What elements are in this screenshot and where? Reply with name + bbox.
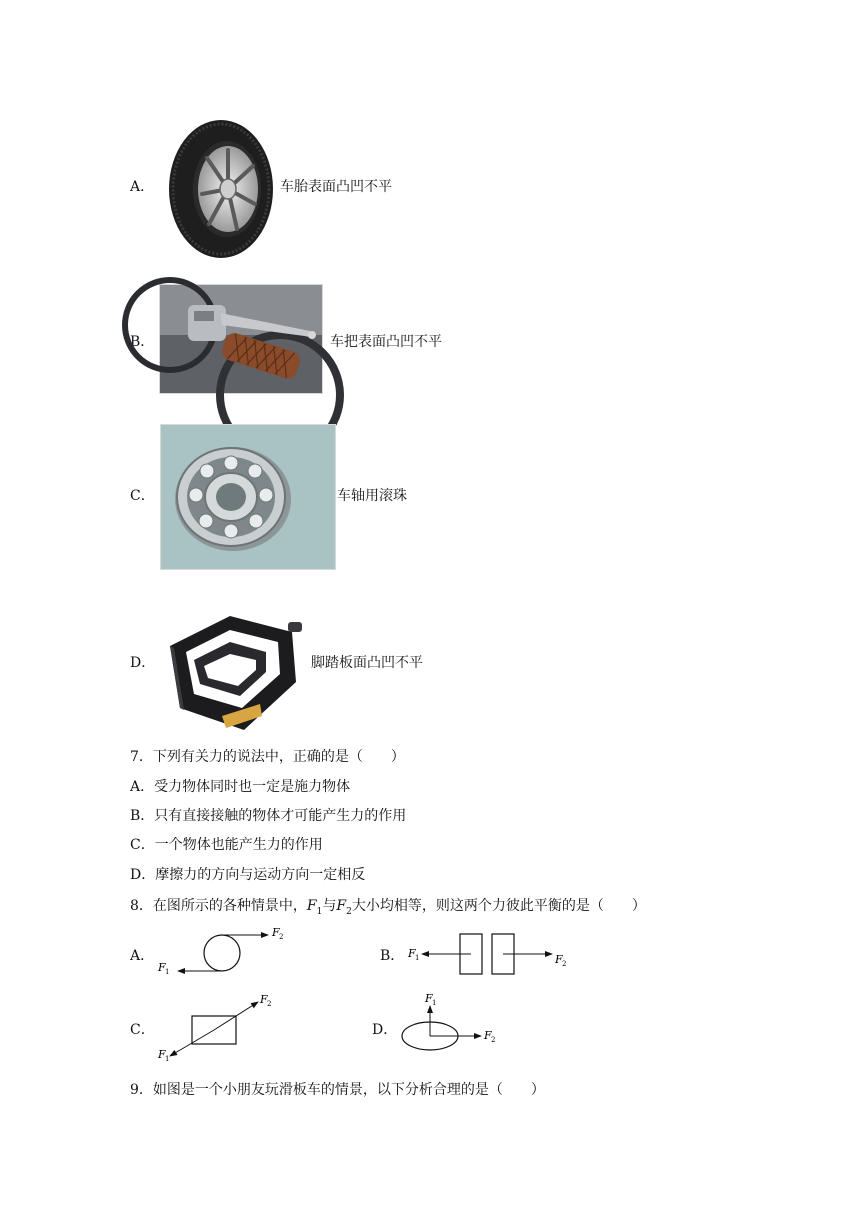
svg-text:F: F — [272, 926, 280, 939]
option-a-letter: A． — [130, 179, 155, 195]
q8-f2-sub: 2 — [346, 906, 352, 917]
svg-text:F: F — [484, 1029, 492, 1042]
svg-text:F: F — [425, 992, 433, 1005]
q8-label-b: B． — [380, 948, 405, 964]
q8-stem-suffix: 大小均相等，则这两个力彼此平衡的是（ ） — [351, 898, 646, 914]
svg-text:F: F — [260, 993, 268, 1006]
q8-f1: F — [306, 898, 317, 914]
q8-diagram-c — [150, 990, 280, 1062]
q8-label-a: A． — [130, 948, 155, 964]
option-d-caption: 脚踏板面凸凹不平 — [311, 655, 423, 671]
ball-bearing-icon — [160, 424, 336, 570]
svg-text:1: 1 — [165, 968, 170, 976]
q8-diagram-b — [402, 930, 577, 980]
q8-stem-mid: 与 — [322, 898, 337, 914]
q8-stem-prefix: 8．在图所示的各种情景中， — [130, 898, 307, 914]
q7-option-b: B．只有直接接触的物体才可能产生力的作用 — [130, 808, 407, 824]
svg-text:F: F — [158, 1048, 166, 1061]
pedal-icon — [160, 612, 306, 732]
option-b-letter: B． — [130, 334, 155, 350]
svg-text:F: F — [408, 947, 416, 960]
svg-text:2: 2 — [267, 1000, 272, 1008]
q8-f2: F — [336, 898, 347, 914]
option-d-letter: D． — [130, 655, 156, 671]
q7-option-d: D．摩擦力的方向与运动方向一定相反 — [130, 867, 366, 883]
svg-text:1: 1 — [415, 954, 420, 962]
handlebar-icon — [159, 284, 323, 394]
option-a-caption: 车胎表面凸凹不平 — [280, 179, 392, 195]
q8-diagram-d — [395, 990, 510, 1062]
tire-icon — [165, 118, 275, 260]
q7-stem: 7．下列有关力的说法中，正确的是（ ） — [130, 749, 405, 765]
svg-text:2: 2 — [562, 960, 567, 968]
q7-option-c: C．一个物体也能产生力的作用 — [130, 837, 323, 853]
q9-stem: 9．如图是一个小朋友玩滑板车的情景，以下分析合理的是（ ） — [130, 1082, 545, 1098]
svg-text:1: 1 — [432, 999, 437, 1007]
q8-label-d: D． — [372, 1022, 398, 1038]
svg-text:1: 1 — [165, 1055, 170, 1063]
q8-diagram-a — [150, 925, 284, 980]
q8-stem — [130, 897, 646, 921]
q8-f1-sub: 1 — [316, 906, 323, 917]
svg-text:2: 2 — [279, 933, 284, 941]
svg-text:F: F — [158, 961, 166, 974]
q8-label-c: C． — [130, 1022, 155, 1038]
option-b-caption: 车把表面凸凹不平 — [330, 334, 442, 350]
option-c-caption: 车轴用滚珠 — [337, 488, 407, 504]
option-c-letter: C． — [130, 488, 155, 504]
svg-text:2: 2 — [491, 1036, 496, 1044]
q7-option-a: A．受力物体同时也一定是施力物体 — [130, 779, 351, 795]
svg-text:F: F — [555, 953, 563, 966]
